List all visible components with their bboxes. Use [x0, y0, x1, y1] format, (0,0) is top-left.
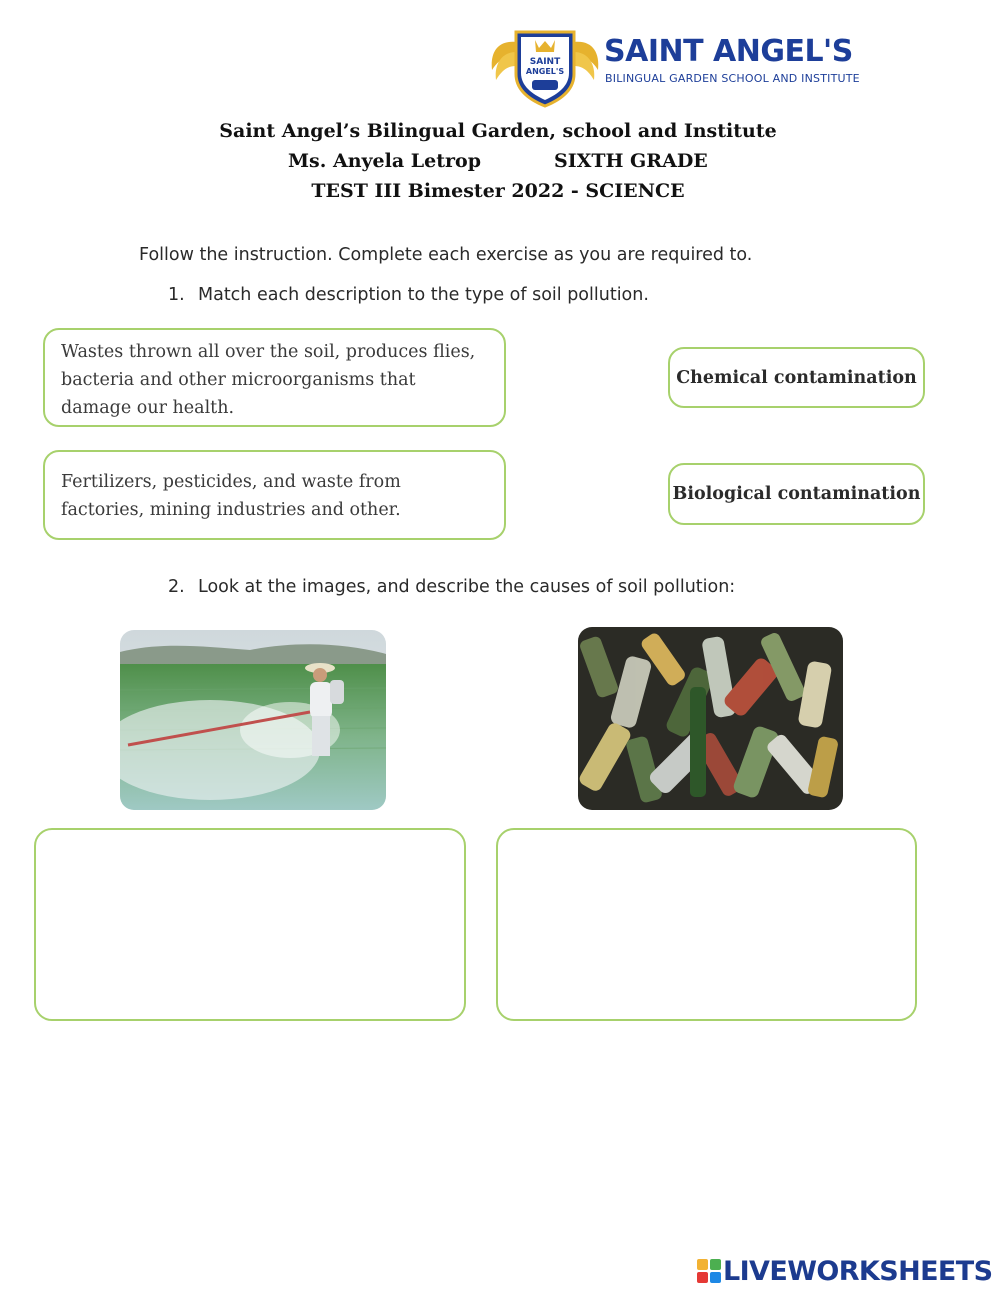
liveworksheets-icon [697, 1259, 721, 1283]
instruction-text: Follow the instruction. Complete each exercise as you are required to. [139, 245, 753, 265]
option-chemical-contamination[interactable]: Chemical contamination [668, 347, 925, 408]
question-2 [168, 577, 735, 597]
shield-text-1: SAINT [529, 57, 561, 67]
grade-label: SIXTH GRADE [554, 150, 708, 172]
waste-bottles-image [578, 627, 843, 810]
question-2-text: Look at the images, and describe the causes of soil pollution: [198, 577, 736, 597]
school-title: Saint Angel’s Bilingual Garden, school and Institute [219, 120, 777, 142]
pesticide-spraying-image [120, 630, 386, 810]
liveworksheets-brand: LIVEWORKSHEETS [723, 1255, 993, 1287]
school-logo [488, 22, 603, 108]
test-title: TEST III Bimester 2022 - SCIENCE [311, 180, 685, 202]
liveworksheets-logo [697, 1255, 992, 1287]
logo-subtitle: BILINGUAL GARDEN SCHOOL AND INSTITUTE [605, 72, 860, 85]
shield-text-2: ANGEL'S [525, 67, 565, 76]
answer-box-1[interactable] [34, 828, 466, 1021]
option-biological-contamination[interactable]: Biological contamination [668, 463, 925, 525]
description-box-2[interactable]: Fertilizers, pesticides, and waste from factories, mining industries and other. [43, 450, 506, 540]
description-box-1[interactable]: Wastes thrown all over the soil, produces flies, bacteria and other microorganisms that damage our health. [43, 328, 506, 427]
question-1 [168, 285, 649, 305]
question-1-number: 1. [168, 285, 185, 305]
answer-box-2[interactable] [496, 828, 917, 1021]
logo-name: SAINT ANGEL'S [604, 34, 853, 69]
question-1-text: Match each description to the type of soil pollution. [198, 285, 649, 305]
teacher-name: Ms. Anyela Letrop [288, 150, 481, 172]
question-2-number: 2. [168, 577, 185, 597]
